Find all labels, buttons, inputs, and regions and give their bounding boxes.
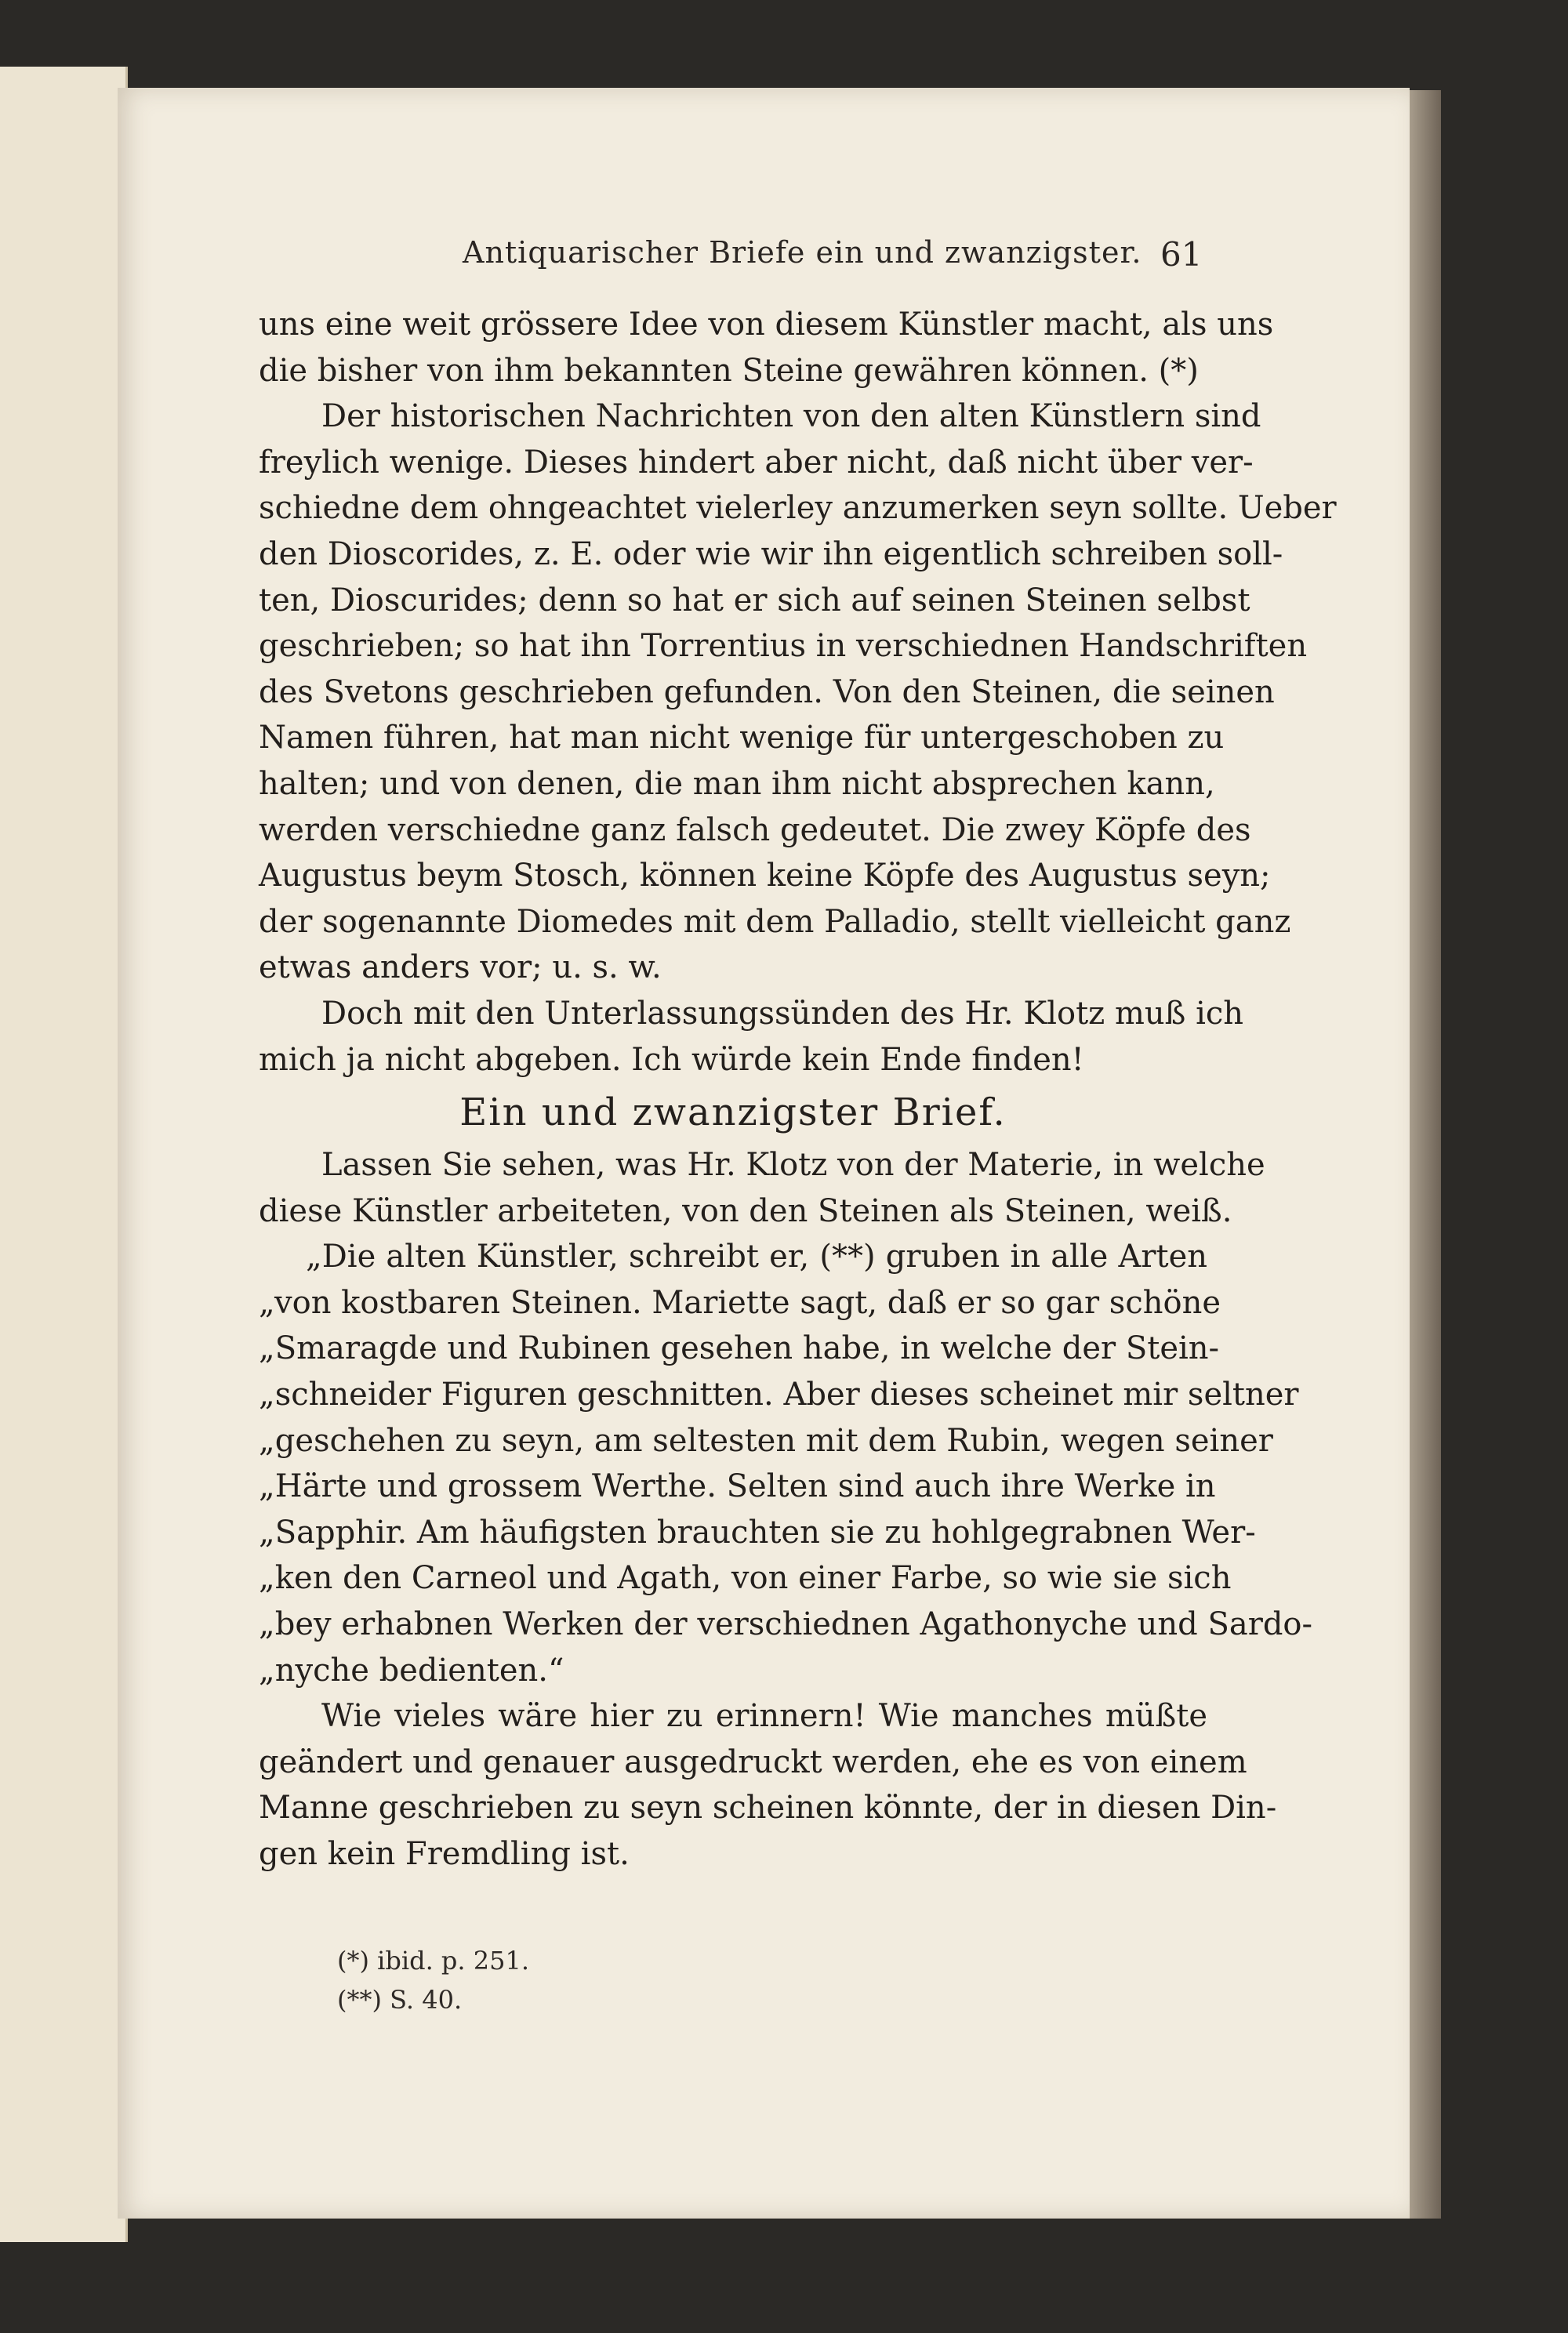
text-line: mich ja nicht abgeben. Ich würde kein Ende finden!: [259, 1041, 1084, 1078]
text-line: werden verschiedne ganz falsch gedeutet. Die zwey Köpfe des: [259, 811, 1251, 848]
text-line: Wie vieles wäre hier zu erinnern! Wie manches müßte: [321, 1698, 1207, 1735]
quote-line: „von kostbaren Steinen. Mariette sagt, daß er so gar schöne: [259, 1284, 1221, 1321]
text-line: Augustus beym Stosch, können keine Köpfe des Augustus seyn;: [259, 858, 1271, 894]
quote-line: „Härte und grossem Werthe. Selten sind auch ihre Werke in: [259, 1468, 1216, 1505]
text-line: diese Künstler arbeiteten, von den Steinen als Steinen, weiß.: [259, 1192, 1232, 1229]
text-line: ten, Dioscurides; denn so hat er sich auf seinen Steinen selbst: [259, 582, 1250, 619]
quote-line: „schneider Figuren geschnitten. Aber dieses scheinet mir seltner: [259, 1377, 1299, 1413]
text-line: etwas anders vor; u. s. w.: [259, 949, 662, 986]
main-text: [259, 302, 1337, 1878]
text-line: den Dioscorides, z. E. oder wie wir ihn eigentlich schreiben soll-: [259, 535, 1283, 572]
text-line: die bisher von ihm bekannten Steine gewähren können. (*): [259, 352, 1199, 389]
text-line: Namen führen, hat man nicht wenige für untergeschoben zu: [259, 720, 1225, 757]
quote-line: „ken den Carneol und Agath, von einer Farbe, so wie sie sich: [259, 1560, 1232, 1597]
quote-line: „geschehen zu seyn, am seltesten mit dem Rubin, wegen seiner: [259, 1422, 1273, 1459]
text-line: der sogenannte Diomedes mit dem Palladio, stellt vielleicht ganz: [259, 903, 1291, 940]
footnote: (**) S. 40.: [337, 1985, 463, 2015]
letter-heading: Ein und zwanzigster Brief.: [459, 1090, 1007, 1135]
facing-page-edge: [0, 67, 128, 2242]
text-line: Der historischen Nachrichten von den alten Künstlern sind: [321, 398, 1261, 435]
page-edge-shadow: [1410, 90, 1441, 2219]
text-line: uns eine weit grössere Idee von diesem Künstler macht, als uns: [259, 307, 1274, 343]
text-line: geschrieben; so hat ihn Torrentius in verschiednen Handschriften: [259, 628, 1308, 665]
quote-line: „Sapphir. Am häufigsten brauchten sie zu hohlgegrabnen Wer-: [259, 1514, 1256, 1551]
footnotes: [337, 1941, 964, 2019]
footnote: (*) ibid. p. 251.: [337, 1946, 529, 1976]
quote-line: „Die alten Künstler, schreibt er, (**) gruben in alle Arten: [306, 1239, 1207, 1275]
text-line: halten; und von denen, die man ihm nicht absprechen kann,: [259, 765, 1215, 802]
text-line: des Svetons geschrieben gefunden. Von den Steinen, die seinen: [259, 673, 1275, 710]
text-line: Manne geschrieben zu seyn scheinen könnte, der in diesen Din-: [259, 1790, 1277, 1827]
running-title: Antiquarischer Briefe ein und zwanzigster.: [463, 235, 1142, 270]
quote-line: „Smaragde und Rubinen gesehen habe, in welche der Stein-: [259, 1330, 1220, 1367]
text-line: Doch mit den Unterlassungssünden des Hr. Klotz muß ich: [321, 995, 1244, 1032]
quote-line: „bey erhabnen Werken der verschiednen Agathonyche und Sardo-: [259, 1606, 1313, 1643]
quote-line: „nyche bedienten.“: [259, 1652, 564, 1689]
page-number: 61: [1160, 235, 1203, 274]
text-line: schiedne dem ohngeachtet vielerley anzumerken seyn sollte. Ueber: [259, 490, 1337, 527]
text-line: Lassen Sie sehen, was Hr. Klotz von der Materie, in welche: [321, 1147, 1265, 1184]
text-line: geändert und genauer ausgedruckt werden, ehe es von einem: [259, 1743, 1247, 1780]
text-line: gen kein Fremdling ist.: [259, 1836, 630, 1872]
text-line: freylich wenige. Dieses hindert aber nicht, daß nicht über ver-: [259, 444, 1254, 481]
